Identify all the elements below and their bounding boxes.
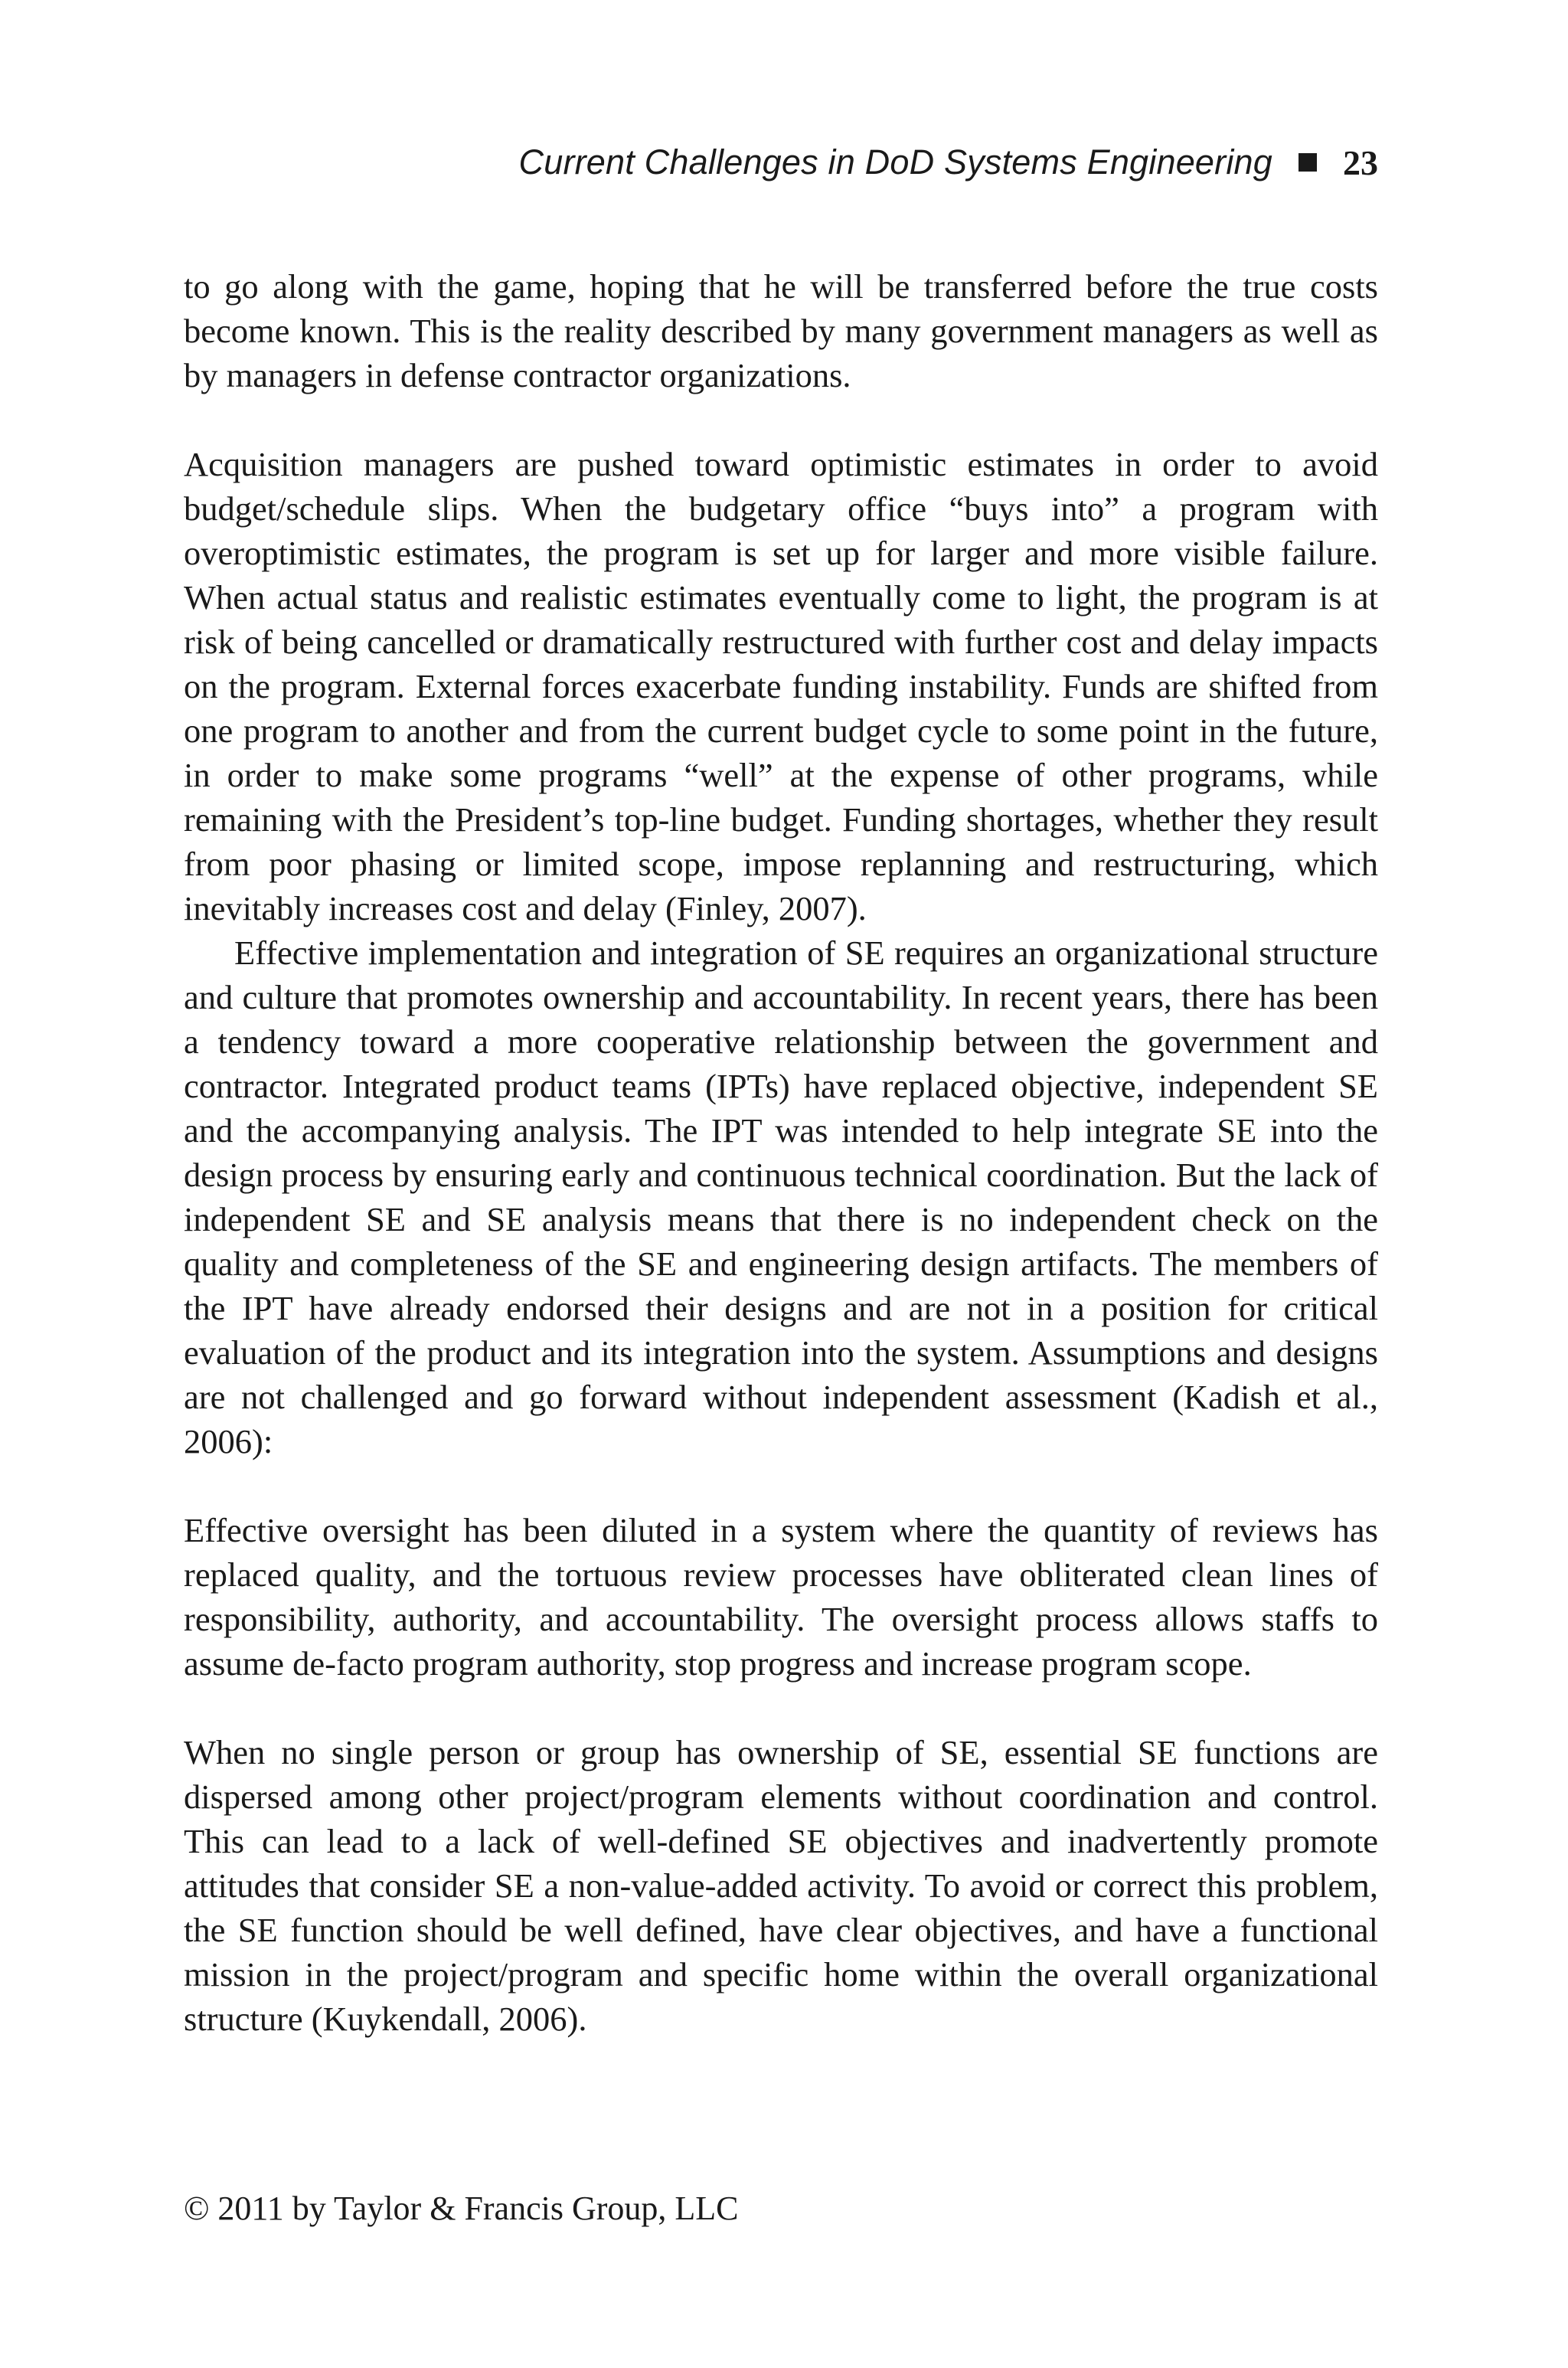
block-quote-continued: to go along with the game, hoping that he will be transferred before the true costs become known. This is the reality described by many government managers as well as by managers in defense contractor organizations.: [184, 267, 1378, 394]
paragraph-acquisition-managers: Acquisition managers are pushed toward optimistic estimates in order to avoid budget/schedule slips. When the budgetary office “buys into” a program with overoptimistic estimates, the program is set up for larger and more visible failure. When actual status and realistic estimates eventually come to light, the program is at risk of being cancelled or dramatically restructured with further cost and delay impacts on the program. External forces exacerbate funding instability. Funds are shifted from one program to another and from the current budget cycle to some point in the future, in order to make some programs “well” at the expense of other programs, while remaining with the President’s top-line budget. Funding shortages, whether they result from poor phasing or limited scope, impose replanning and restructuring, which inevitably increases cost and delay (Finley, 2007).: [184, 445, 1378, 927]
running-title: Current Challenges in DoD Systems Engineering: [518, 142, 1272, 182]
running-header: [184, 132, 1378, 193]
paragraph-se-ownership: When no single person or group has ownership of SE, essential SE functions are dispersed among other project/program elements without coordination and control. This can lead to a lack of well-defined SE objectives and inadvertently promote attitudes that consider SE a non-value-added activity. To avoid or correct this problem, the SE function should be well defined, have clear objectives, and have a functional mission in the project/program and specific home within the overall organizational structure (Kuykendall, 2006).: [184, 1733, 1378, 2038]
copyright-footer: © 2011 by Taylor & Francis Group, LLC: [184, 2190, 739, 2227]
paragraph-effective-implementation: Effective implementation and integration of SE requires an organizational structure and culture that promotes ownership and accountability. In recent years, there has been a tendency toward a more cooperative relationship between the government and contractor. Integrated product teams (IPTs) have replaced objective, independent SE and the accompanying analysis. The IPT was intended to help integrate SE into the design process by ensuring early and continuous technical coordination. But the lack of independent SE and SE analysis means that there is no independent check on the quality and completeness of the SE and engineering design artifacts. The members of the IPT have already endorsed their designs and are not in a position for critical evaluation of the product and its integration into the system. Assumptions and designs are not challenged and go forward without independent assessment (Kadish et al., 2006):: [184, 934, 1378, 1460]
page-body: [184, 264, 1378, 2041]
page-number: 23: [1343, 142, 1378, 182]
black-square-icon: [1298, 153, 1317, 172]
block-quote-effective-oversight: Effective oversight has been diluted in a system where the quantity of reviews has replaced quality, and the tortuous review processes have obliterated clean lines of responsibility, authority, and accountability. The oversight process allows staffs to assume de-facto program authority, stop progress and increase program scope.: [184, 1511, 1378, 1683]
